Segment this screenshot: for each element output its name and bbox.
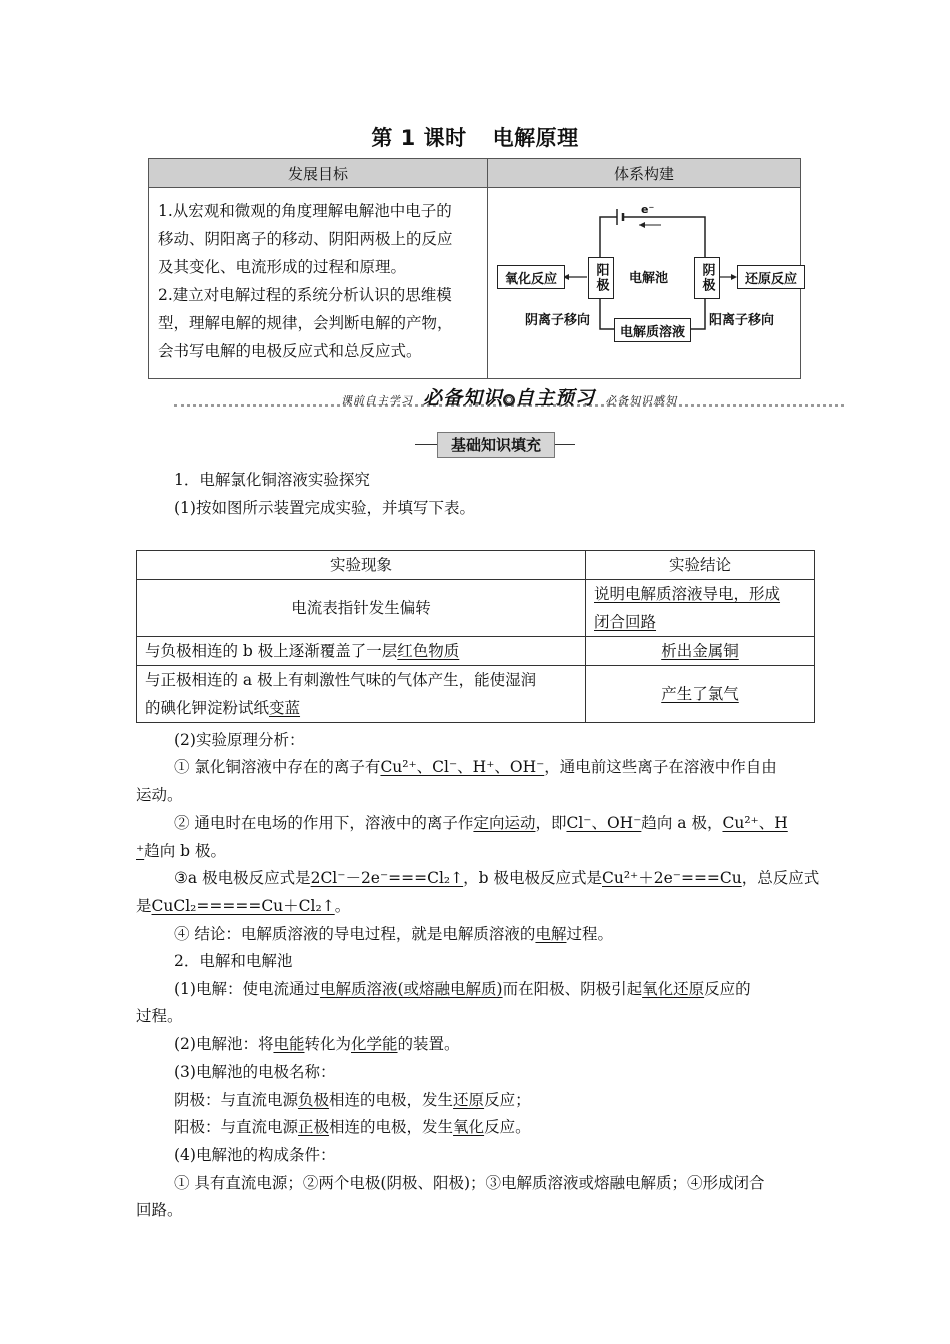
phenomenon-header: 实验现象 (137, 551, 586, 580)
phenomenon-2: 与负极相连的 b 极上逐渐覆盖了一层红色物质 (137, 637, 586, 666)
conditions-text: ① 具有直流电源；②两个电极(阴极、阳极)；③电解质溶液或熔融电解质；④形成闭合 (174, 1174, 765, 1192)
conclusion-3: 产生了氯气 (586, 666, 815, 723)
def-electrolysis: (1)电解：使电流通过电解质溶液(或熔融电解质)而在阳极、阴极引起氧化还原反应的 (174, 980, 751, 998)
section-label: 基础知识填充 (415, 432, 575, 458)
reduction-box: 还原反应 (737, 265, 805, 289)
analysis-3-cont: 是CuCl₂=====Cu＋Cl₂↑。 (136, 897, 351, 915)
goal-line: 2.建立对电解过程的系统分析认识的思维模 (158, 286, 452, 304)
structure-cell (488, 188, 801, 379)
electrode-names-heading: (3)电解池的电极名称： (174, 1063, 336, 1081)
banner-separator-icon: ◉ (503, 394, 515, 406)
experiment-table (136, 550, 815, 723)
electrolyte-box: 电解质溶液 (614, 318, 691, 342)
conditions-heading: (4)电解池的构成条件： (174, 1146, 336, 1164)
heading-1: 1．电解氯化铜溶液实验探究 (174, 471, 370, 489)
title-lesson: 第 1 课时 (371, 126, 467, 150)
goal-line: 会书写电解的电极反应式和总反应式。 (158, 342, 422, 360)
goal-line: 型，理解电解的规律，会判断电解的产物， (158, 314, 453, 332)
conclusion-header: 实验结论 (586, 551, 815, 580)
banner-main2: 自主预习 (515, 387, 596, 409)
goal-line: 1.从宏观和微观的角度理解电解池中电子的 (158, 202, 452, 220)
def-electrolysis-cont: 过程。 (136, 1007, 183, 1025)
goals-table (148, 158, 801, 379)
title-topic: 电解原理 (492, 126, 579, 150)
oxidation-box: 氧化反应 (497, 265, 565, 289)
banner-right: 必备知识感知 (605, 394, 678, 407)
phenomenon-1: 电流表指针发生偏转 (137, 580, 586, 637)
def-cell: (2)电解池：将电能转化为化学能的装置。 (174, 1035, 460, 1053)
analysis-1: ① 氯化铜溶液中存在的离子有Cu²⁺、Cl⁻、H⁺、OH⁻，通电前这些离子在溶液中作自由 (174, 758, 777, 776)
banner-left: 课前自主学习 (340, 394, 413, 407)
electrolysis-diagram (489, 189, 799, 377)
analysis-2: ② 通电时在电场的作用下，溶液中的离子作定向运动，即Cl⁻、OH⁻趋向 a 极，Cu²⁺、H (174, 814, 788, 832)
analysis-2-cont: ⁺趋向 b 极。 (136, 842, 226, 860)
cation-move-label: 阳离子移向 (709, 313, 775, 328)
analysis-1-cont: 运动。 (136, 786, 183, 804)
conclusion-2: 析出金属铜 (586, 637, 815, 666)
electron-label: e⁻ (641, 203, 655, 216)
conclusion-1: 说明电解质溶液导电，形成 闭合回路 (586, 580, 815, 637)
analysis-3: ③a 极电极反应式是2Cl⁻－2e⁻===Cl₂↑，b 极电极反应式是Cu²⁺＋2e⁻===Cu，总反应式 (174, 869, 820, 887)
cathode-box: 阴极 (694, 257, 720, 299)
anion-move-label: 阴离子移向 (525, 313, 591, 328)
anode-box: 阳极 (588, 257, 614, 299)
cell-label: 电解池 (629, 271, 669, 286)
page-title (0, 122, 950, 152)
section-banner (174, 383, 844, 409)
goal-line: 移动、阴阳离子的移动、阴阳两极上的反应 (158, 230, 453, 248)
goal-line: 及其变化、电流形成的过程和原理。 (158, 258, 407, 276)
heading-2: 2．电解和电解池 (174, 952, 293, 970)
goals-header: 发展目标 (149, 159, 488, 188)
banner-main1: 必备知识 (422, 387, 503, 409)
instruction: (1)按如图所示装置完成实验，并填写下表。 (174, 499, 475, 517)
analysis-heading: (2)实验原理分析： (174, 731, 305, 749)
structure-header: 体系构建 (488, 159, 801, 188)
cathode-def: 阴极：与直流电源负极相连的电极，发生还原反应； (174, 1091, 531, 1109)
phenomenon-3: 与正极相连的 a 极上有刺激性气味的气体产生，能使湿润 的碘化钾淀粉试纸变蓝 (137, 666, 586, 723)
conditions-text-cont: 回路。 (136, 1201, 183, 1219)
analysis-4: ④ 结论：电解质溶液的导电过程，就是电解质溶液的电解过程。 (174, 925, 613, 943)
anode-def: 阳极：与直流电源正极相连的电极，发生氧化反应。 (174, 1118, 531, 1136)
goals-cell (149, 188, 488, 379)
